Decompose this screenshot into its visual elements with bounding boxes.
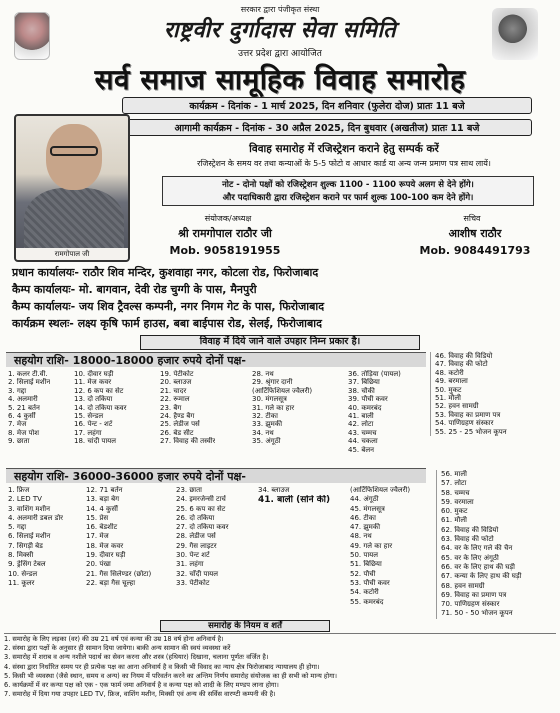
list-item: 13. दो तकिया <box>74 395 113 404</box>
section-2-col-3 <box>176 486 229 588</box>
list-item: 21. गैस सिलेण्डर (छोटा) <box>86 569 152 578</box>
list-item: 30. पेन्ट शर्ट <box>176 551 210 560</box>
organization-name: राष्ट्रवीर दुर्गादास सेवा समिति <box>163 17 397 43</box>
list-item: 52. हवन सामग्री <box>435 402 479 411</box>
list-item: 48. कटोरी <box>435 368 464 377</box>
section-1-heading: सहयोग राशि- 18000-18000 हजार रुपये दोनों पक्ष- <box>6 352 426 367</box>
list-item: 16. पेन्ट - शर्ट <box>74 420 113 429</box>
list-item: 1. समारोह के लिए लड़का (वर) की उम्र 21 वर्ष एवं कन्या की उम्र 18 वर्ष होना अनिवार्य है। <box>4 635 224 643</box>
list-item: 28. लेडीज पर्स <box>176 532 216 541</box>
photo-glasses <box>50 146 98 156</box>
section-2-col-4-gold <box>258 495 331 504</box>
list-item: 27. विवाह की तस्वीर <box>160 437 216 446</box>
list-item: 8. मिक्सी <box>8 551 34 560</box>
list-item: 5. किसी भी व्यवस्था (जैसे स्थान, समय व अन्य) का नियम में परिवर्तन करने का अन्तिम निर्णय समारोह संयोजक का ही सभी को मान्य होगा। <box>4 671 338 680</box>
list-item: 7. समारोह में दिया गया उपहार LED TV, फ्रिज, वाशिंग मशीन, मिक्सी एवं अन्य की सर्विस वारण्टी कम्पनी की है। <box>4 690 276 699</box>
list-item: 44. चकला <box>348 437 378 446</box>
organized-by: उत्तर प्रदेश द्वारा आयोजित <box>238 49 322 59</box>
list-item: 22. रूमाल <box>160 395 190 404</box>
list-item: 10. सेन्डल <box>8 569 38 578</box>
secretary-mobile: Mob. 9084491793 <box>419 244 531 257</box>
camp-office-1-address: कैम्प कार्यालयः- मो. बागवान, देवी रोड चुग्गी के पास, मैनपुरी <box>12 283 257 296</box>
list-item: 18. मेज कवर <box>86 541 124 550</box>
list-item: 7. सिगड़ी बेड <box>8 541 43 550</box>
president-label: संयोजक/अध्यक्ष <box>204 214 252 223</box>
list-item: 66. वर के लिए हाथ की घड़ी <box>441 562 515 571</box>
list-item: 33. पेटीकोट <box>176 578 210 587</box>
list-item: 33. झुमकी <box>252 420 283 429</box>
list-item: 53. पौची कवर <box>350 578 390 587</box>
list-item: 24. इमरजेन्सी टार्च <box>176 495 226 504</box>
rules-heading: समारोह के नियम व शर्तें <box>160 620 330 632</box>
list-item: 45. मंगलसूत्र <box>350 504 385 513</box>
list-item: 5. गद्दा <box>8 523 27 532</box>
list-item: 25. लेडीज पर्स <box>160 420 200 429</box>
list-item: 62. विवाह की विडियो <box>441 525 499 534</box>
list-item: 38. चौकी <box>348 386 375 395</box>
list-item: 50. पायल <box>350 551 378 560</box>
camp-office-2-address: कैम्प कार्यालयः- जय शिव ट्रैवल्स कम्पनी, नगर निगम गेट के पास, फिरोजाबाद <box>12 300 325 313</box>
list-item: 11. कूलर <box>8 578 35 587</box>
section-2-col-4 <box>258 486 331 505</box>
list-item: 64. वर के लिए गले की चैन <box>441 544 513 553</box>
list-item: 25. 6 कप का सेट <box>176 504 226 513</box>
list-item: 34. ब्लाउज <box>258 486 290 494</box>
list-item: 59. वरमाला <box>441 497 474 506</box>
list-item: 44. अंगूठी <box>350 495 379 504</box>
program-current: कार्यक्रम - दिनांक - 1 मार्च 2025, दिन शनिवार (फुलेरा दोज) प्रातः 11 बजे <box>122 97 532 114</box>
list-item: (आर्टिफिशियल ज्वैलरी) <box>350 486 411 494</box>
list-item: 16. बेडशीट <box>86 523 118 532</box>
list-item: 46. टीका <box>350 513 376 522</box>
list-item: 4. अलमारी <box>8 395 38 404</box>
list-item: 19. पेटीकोट <box>160 370 194 378</box>
list-item: 40. कमरबंद <box>348 403 382 412</box>
list-item: 71. 50 - 50 भोजन कूपन <box>441 609 513 618</box>
list-item: 9. छाता <box>8 437 30 446</box>
list-item: 24. हैण्ड बैग <box>160 411 195 420</box>
list-item: 47. विवाह की फोटो <box>435 360 488 369</box>
list-item: 26. बेड सीट <box>160 428 194 437</box>
list-item: 12. 71 बर्तन <box>86 486 123 494</box>
list-item: 26. दो तकिया <box>176 513 215 522</box>
list-item: 8. मेज पोश <box>8 428 40 437</box>
list-item: 3. वाशिंग मशीन <box>8 504 50 513</box>
list-item: 42. लोटा <box>348 420 374 429</box>
section-1-col-3 <box>160 370 215 446</box>
section-2-col-5 <box>350 486 410 607</box>
list-item: 23. बैग <box>160 403 182 412</box>
section-1-col-2 <box>74 370 127 446</box>
list-item: 20. ब्लाउज <box>160 378 192 387</box>
list-item: 48. नथ <box>350 532 372 541</box>
registered-label: सरकार द्वारा पंजीकृत संस्था <box>240 5 320 14</box>
list-item: 50. मुकट <box>435 385 462 394</box>
list-item: 17. लहंगा <box>74 428 102 437</box>
photo-caption: रामगोपाल जी <box>16 248 128 260</box>
section-1-col-4 <box>252 370 312 446</box>
list-item: 30. मंगलसूत्र <box>252 395 287 404</box>
list-item: 68. हवन सामग्री <box>441 581 485 590</box>
photo-head <box>46 124 102 190</box>
list-item: 32. टीका <box>252 411 278 420</box>
list-item: 51. मौली <box>435 393 461 402</box>
list-item: 57. लोटा <box>441 479 467 488</box>
list-item: 12. 6 कप का सेट <box>74 386 124 395</box>
list-item: 4. संस्था द्वारा निर्धारित समय पर ही प्रत्येक पक्ष का आना अनिवार्य है व किसी भी विवाद का न्याय क्षेत्र फिरोजाबाद न्यायालय ही होगा। <box>4 662 320 671</box>
list-item: 43. चम्मच <box>348 428 377 437</box>
list-item: 32. चाँदी पायल <box>176 569 218 578</box>
list-item: 2. संस्था द्वारा पक्षों के अनुसार ही सामान दिया जायेगा। बाकी अन्य सामान की स्वयं व्यवस्था करें <box>4 644 231 653</box>
list-item: 65. वर के लिए अंगूठी <box>441 553 499 562</box>
section-1-col-1 <box>8 370 50 446</box>
list-item: 61. मौली <box>441 516 467 525</box>
section-2-col-right <box>436 470 522 619</box>
list-item: 46. विवाह की विडियो <box>435 352 493 360</box>
registration-text: रजिस्ट्रेशन के समय वर तथा कन्याओं के 5-5 फोटो व आधार कार्ड या अन्य जन्म प्रमाण पत्र साथ लायें। <box>197 159 491 168</box>
list-item: 6. सिलाई मशीन <box>8 532 51 541</box>
secretary-label: सचिव <box>463 214 481 223</box>
list-item: 53. विवाह का प्रमाण पत्र <box>435 410 501 419</box>
list-item: 49. गले का हार <box>350 541 393 550</box>
list-item: 63. विवाह की फोटो <box>441 535 494 544</box>
list-item: 21. चादर <box>160 386 187 395</box>
list-item: 13. बड़ा बेग <box>86 495 120 504</box>
list-item: 5. 21 बर्तन <box>8 403 40 412</box>
list-item: 47. झुमकी <box>350 523 381 532</box>
list-item: 2. सिलाई मशीन <box>8 378 51 387</box>
list-item: 58. चम्मच <box>441 488 470 497</box>
list-item: 54. पाणिग्रहण संस्कार <box>435 419 494 428</box>
list-item: 11. मेज कवर <box>74 378 112 387</box>
list-item: 22. बड़ा गैस चूल्हा <box>86 578 136 587</box>
section-2-col-2 <box>86 486 151 588</box>
list-item: 7. मेज <box>8 420 27 429</box>
list-item: 23. छाता <box>176 486 202 494</box>
list-item: 55. 25 - 25 भोजन कूपन <box>435 427 507 436</box>
list-item: 3. समारोह में शराब व अन्य नशीले पदार्थ का सेवन करना और शस्त्र (हथियार) दिखाना, चलाना पूर्णतः वर्जित है। <box>4 653 269 662</box>
president-mobile: Mob. 9058191955 <box>169 244 281 257</box>
list-item: 70. पाणिग्रहण संस्कार <box>441 600 500 609</box>
page-title: सर्व समाज सामूहिक विवाह समारोह <box>94 63 466 96</box>
list-item: 54. कटोरी <box>350 588 379 597</box>
gifts-heading: विवाह में दिये जाने वाले उपहार निम्न प्रकार है। <box>140 335 420 350</box>
list-item: 27. दो तकिया कवर <box>176 523 229 532</box>
fee-note-line-2: और पदाधिकारी द्वारा रजिस्ट्रेशन कराने पर फार्म शुल्क 100-100 कम देने होंगे। <box>222 193 474 203</box>
list-item: 19. दीवार घड़ी <box>86 551 126 560</box>
list-item: 9. ड्रेसिंग टेबल <box>8 560 46 569</box>
list-item: 49. बरमाला <box>435 377 468 386</box>
list-item: 36. तोड़िया (पायल) <box>348 370 401 378</box>
list-item: 28. नथ <box>252 370 274 378</box>
list-item: 20. पंखा <box>86 560 111 569</box>
list-item: 41. बाली (सोने की) <box>258 495 331 505</box>
list-item: 37. बिछिया <box>348 378 380 387</box>
list-item: 1. फ्रिज <box>8 486 30 494</box>
list-item: 29. गैस लाइटर <box>176 541 217 550</box>
fee-note <box>162 176 534 206</box>
secretary-name: आशीष राठौर <box>448 227 502 240</box>
list-item: 6. कार्यक्रमों में वर कन्या पक्ष को एक - एक फार्म जमा अनिवार्य है व कन्या पक्ष को शादी के लिए मण्डप लाना होगा। <box>4 680 279 689</box>
section-2-col-4-list <box>258 486 331 495</box>
list-item: 45. बेलन <box>348 445 374 454</box>
list-item: 4. अलमारी डबल डोर <box>8 513 64 522</box>
list-item: 67. कन्या के लिए हाथ की घड़ी <box>441 572 522 581</box>
registration-title: विवाह समारोह में रजिस्ट्रेशन कराने हेतु सम्पर्क करें <box>249 143 439 155</box>
list-item: 15. सेन्डल <box>74 411 104 420</box>
list-item: 35. अंगूठी <box>252 437 281 446</box>
main-office-address: प्रधान कार्यालयः- राठौर शिव मन्दिर, कुशवाहा नगर, कोटला रोड, फिरोजाबाद <box>12 266 319 279</box>
venue-address: कार्यक्रम स्थलः- लक्ष्य कृषि फार्म हाउस, बबा बाईपास रोड, सेलई, फिरोजाबाद <box>12 317 322 330</box>
list-item: 2. LED TV <box>8 495 42 504</box>
section-1-col-5 <box>348 370 401 454</box>
section-2-heading: सहयोग राशि- 36000-36000 हजार रुपये दोनों पक्ष- <box>6 468 426 483</box>
list-item: 60. मुकट <box>441 507 468 516</box>
list-item: 69. विवाह का प्रमाण पत्र <box>441 590 507 599</box>
list-item: 14. 4 कुर्सी <box>86 504 118 513</box>
list-item: 14. दो तकिया कवर <box>74 403 127 412</box>
list-item: 41. बाली <box>348 411 374 420</box>
list-item: 55. कमरबंद <box>350 597 384 606</box>
list-item: 6. 4 कुर्सी <box>8 411 36 420</box>
list-item: (आर्टिफिशियल ज्वैलरी) <box>252 386 313 395</box>
program-upcoming: आगामी कार्यक्रम - दिनांक - 30 अप्रैल 2025, दिन बुधवार (अखतीज) प्रातः 11 बजे <box>122 119 532 136</box>
list-item: 31. लहंगा <box>176 560 204 569</box>
president-photo <box>14 114 130 262</box>
section-2-col-1 <box>8 486 63 588</box>
list-item: 17. मेज <box>86 532 109 541</box>
list-item: 18. चांदी पायल <box>74 437 116 446</box>
list-item: 52. पौची <box>350 569 376 578</box>
list-item: 29. श्रृंगार दानी <box>252 378 293 387</box>
list-item: 34. नथ <box>252 428 274 437</box>
list-item: 31. गले का हार <box>252 403 295 412</box>
president-name: श्री रामगोपाल राठौर जी <box>178 227 272 240</box>
list-item: 15. प्रेस <box>86 513 109 522</box>
list-item: 56. माली <box>441 470 467 478</box>
section-1-col-right <box>430 352 507 436</box>
list-item: 3. गद्दा <box>8 386 27 395</box>
list-item: 1. कलर टी.वी. <box>8 370 48 378</box>
list-item: 10. दीवार घड़ी <box>74 370 114 378</box>
rules-list <box>4 633 556 699</box>
list-item: 51. बिछिया <box>350 560 382 569</box>
fee-note-line-1: नोट - दोनो पक्षों को रजिस्ट्रेशन शुल्क 1100 - 1100 रूपये अलग से देने होंगे। <box>222 180 474 190</box>
list-item: 39. पौची कवर <box>348 395 388 404</box>
